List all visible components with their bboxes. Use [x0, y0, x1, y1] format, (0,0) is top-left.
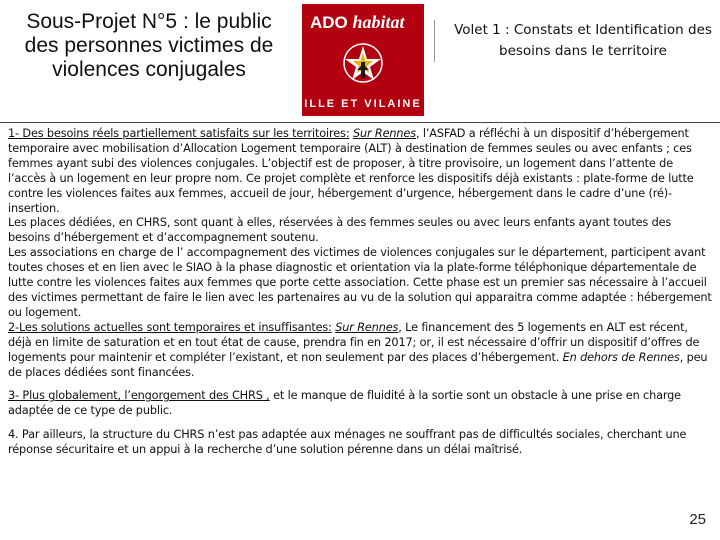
paragraph-4-place: Sur Rennes: [335, 320, 399, 334]
paragraph-4: [8, 321, 714, 381]
paragraph-5: [8, 389, 714, 419]
paragraph-1: [8, 127, 714, 216]
paragraph-1-body: , l’ASFAD a réfléchi à un dispositif d’hébergement temporaire avec mobilisation d’Allocation Logement temporaire (ALT) à destination de femmes seules ou avec enfants ; ces femmes ayant subi des violences conjugales. L’objectif est de proposer, à titre provisoire, un logement dans l’attente de l’accès à un logement en leur propre nom. Ce projet complète et renforce les dispositifs déjà existants : plate-forme de lutte contre les violences faites aux femmes, accueil de jour, hébergement d’urgence, hébergement dans le cadre d’une (ré)-insertion.: [8, 127, 694, 215]
paragraph-6: 4. Par ailleurs, la structure du CHRS n’est pas adaptée aux ménages ne souffrant pas de difficultés sociales, cherchant une réponse sécuritaire et un appui à la recherche d’une solution pérenne dans un délai maîtrisé.: [8, 428, 687, 457]
star-emblem-icon: [336, 40, 390, 86]
paragraph-1-heading: 1- Des besoins réels partiellement satisfaits sur les territoires:: [8, 127, 350, 140]
paragraph-4-heading: 2-Les solutions actuelles sont temporaires et insuffisantes:: [8, 320, 332, 334]
body-text: [8, 127, 714, 458]
paragraph-4-tail-italic: En dehors de Rennes: [562, 350, 680, 364]
paragraph-3: Les associations en charge de l’ accompagnement des victimes de violences conjugales sur le département, participent avant toutes choses et en lien avec le SIAO à la phase diagnostic et orientation via la plate-forme téléphonique départementale de lutte contre les violences faites aux femmes que porte cette association. Cette phase est un premier sas nécessaire à l’accueil des victimes permettant de faire le lien avec les partenaires au vu de la solution qui apparaitra comme adaptée : hébergement ou logement.: [8, 246, 712, 319]
logo-brand: ADO: [310, 13, 348, 32]
paragraph-5-body: et le manque de fluidité à la sortie sont un obstacle à une prise en charge adaptée de ce type de public.: [8, 389, 681, 418]
paragraph-4-tail: , peu de places dédiées sont financées.: [8, 350, 708, 379]
ado-habitat-logo: [302, 4, 424, 116]
logo-region: ILLE ET VILAINE: [304, 98, 422, 110]
page-number: 25: [689, 511, 706, 528]
slide-title: Sous-Projet N°5 : le public des personnes victimes de violences conjugales: [24, 10, 274, 81]
logo-wordmark: [310, 12, 405, 33]
logo-script: habitat: [352, 12, 405, 32]
paragraph-2: Les places dédiées, en CHRS, sont quant à elles, réservées à des femmes seules ou avec leurs enfants ayant toutes des besoins d’hébergement et d’accompagnement soutenu.: [8, 216, 672, 245]
header-divider: [0, 122, 720, 123]
paragraph-1-place: Sur Rennes: [352, 127, 416, 140]
paragraph-4-body: , Le financement des 5 logements en ALT est récent, déjà en limite de saturation et en tout état de cause, prendra fin en 2017; or, il est nécessaire d’offrir un dispositif d’offres de logements pour maintenir et compléter l’existant, et non seulement par des places d’hébergement.: [8, 320, 700, 364]
paragraph-5-heading: 3- Plus globalement, l’engorgement des CHRS ,: [8, 389, 270, 403]
section-heading: Volet 1 : Constats et Identification des besoins dans le territoire: [434, 20, 720, 62]
